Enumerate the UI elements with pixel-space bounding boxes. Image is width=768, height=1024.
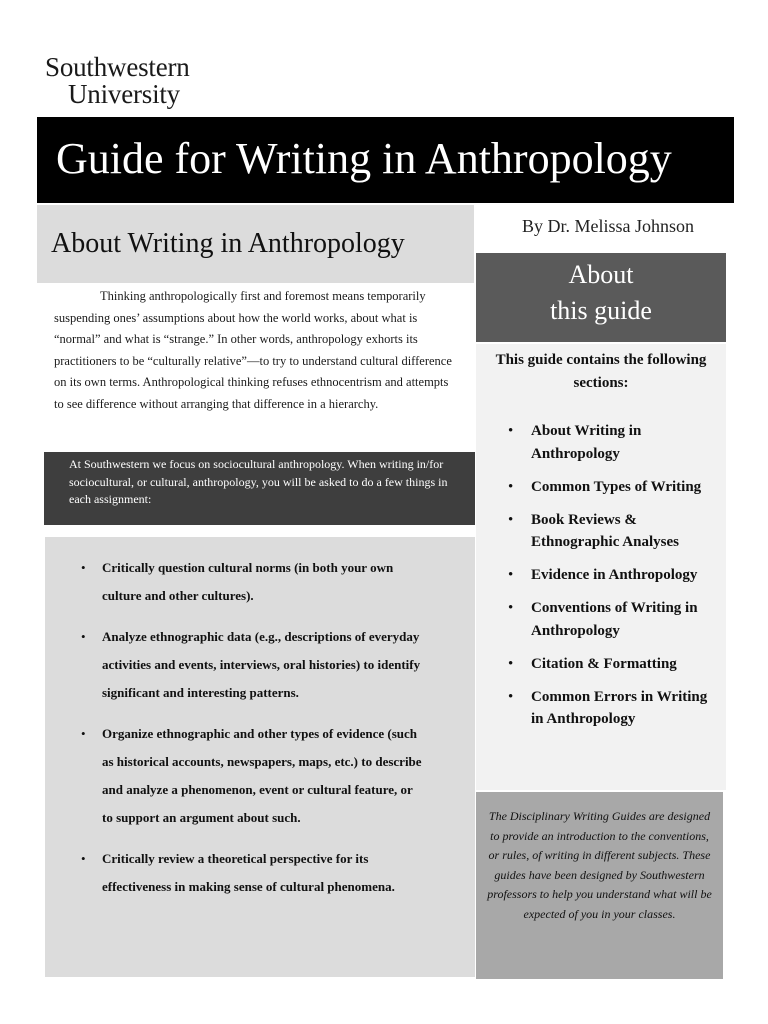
task-text: Analyze ethnographic data (e.g., descriptions of everyday activities and events, interviews, oral histories) to identify significant and interesting patterns. <box>102 629 421 700</box>
bullet-icon: • <box>508 600 514 616</box>
bullet-icon: • <box>508 478 514 495</box>
bullet-icon: • <box>508 688 514 705</box>
bullet-icon: • <box>508 511 514 528</box>
contents-item-label: Common Errors in Writing in Anthropology <box>531 688 708 727</box>
about-section-heading: About Writing in Anthropology <box>51 228 405 259</box>
guides-note-text: The Disciplinary Writing Guides are designed to provide an introduction to the conventions, or rules, of writing in different subjects. These guides have been designed by Southwestern professors to help you understand what will be expected of you in your classes. <box>487 809 712 921</box>
bullet-icon: • <box>81 629 86 644</box>
about-guide-heading-line1: About <box>568 260 634 289</box>
contents-item <box>508 597 718 642</box>
about-guide-heading-line2: this guide <box>550 296 652 325</box>
contents-item-label: Citation & Formatting <box>531 655 677 672</box>
contents-item-label: Common Types of Writing <box>531 478 702 495</box>
bullet-icon: • <box>81 851 86 866</box>
contents-item <box>508 653 718 676</box>
contents-item-label: Evidence in Anthropology <box>531 567 698 583</box>
author-byline: By Dr. Melissa Johnson <box>522 216 695 236</box>
guides-note <box>476 792 723 979</box>
task-text: Critically question cultural norms (in both your own culture and other cultures). <box>102 560 394 603</box>
contents-intro: This guide contains the following sections: <box>495 352 707 391</box>
contents-list <box>508 420 718 741</box>
contents-item <box>508 509 718 554</box>
contents-item <box>508 564 718 587</box>
task-item <box>81 720 426 832</box>
bullet-icon: • <box>508 423 514 439</box>
document-title: Guide for Writing in Anthropology <box>56 134 672 183</box>
contents-item <box>508 686 718 731</box>
contents-item-label: Book Reviews & Ethnographic Analyses <box>531 511 679 550</box>
task-item <box>81 845 426 901</box>
bullet-icon: • <box>81 726 86 741</box>
contents-item-label: About Writing in Anthropology <box>531 423 642 462</box>
contents-item-label: Conventions of Writing in Anthropology <box>531 600 698 639</box>
logo-line-2: University <box>68 79 180 109</box>
university-logo <box>45 54 190 108</box>
assignment-tasks-list <box>81 554 426 914</box>
about-guide-header <box>476 253 726 342</box>
focus-callout <box>44 452 475 525</box>
intro-paragraph <box>54 286 454 415</box>
logo-line-1: Southwestern <box>45 52 190 82</box>
assignment-tasks-box <box>45 537 475 977</box>
about-section-header <box>37 205 474 283</box>
bullet-icon: • <box>508 567 514 583</box>
task-item <box>81 623 426 707</box>
title-banner <box>37 117 734 203</box>
intro-text: Thinking anthropologically first and foremost means temporarily suspending ones’ assumptions about how the world works, about what is “normal” and what is “strange.” In other words, anthropology exhorts its practitioners to be “culturally relative”—to try to understand cultural difference on its own terms. Anthropological thinking refuses ethnocentrism and attempts to see difference without arranging that difference in a hierarchy. <box>54 289 452 411</box>
contents-item <box>508 420 718 465</box>
focus-callout-text: At Southwestern we focus on sociocultural anthropology. When writing in/for sociocultural, or cultural, anthropology, you will be asked to do a few things in each assignment: <box>69 457 448 506</box>
contents-item <box>508 476 718 499</box>
table-of-contents <box>476 344 726 790</box>
task-text: Critically review a theoretical perspective for its effectiveness in making sense of cultural phenomena. <box>102 851 395 894</box>
bullet-icon: • <box>81 560 86 575</box>
task-item <box>81 554 426 610</box>
bullet-icon: • <box>508 655 514 672</box>
task-text: Organize ethnographic and other types of evidence (such as historical accounts, newspapers, maps, etc.) to describe and analyze a phenomenon, event or cultural feature, or to support an argument about such. <box>102 726 422 825</box>
